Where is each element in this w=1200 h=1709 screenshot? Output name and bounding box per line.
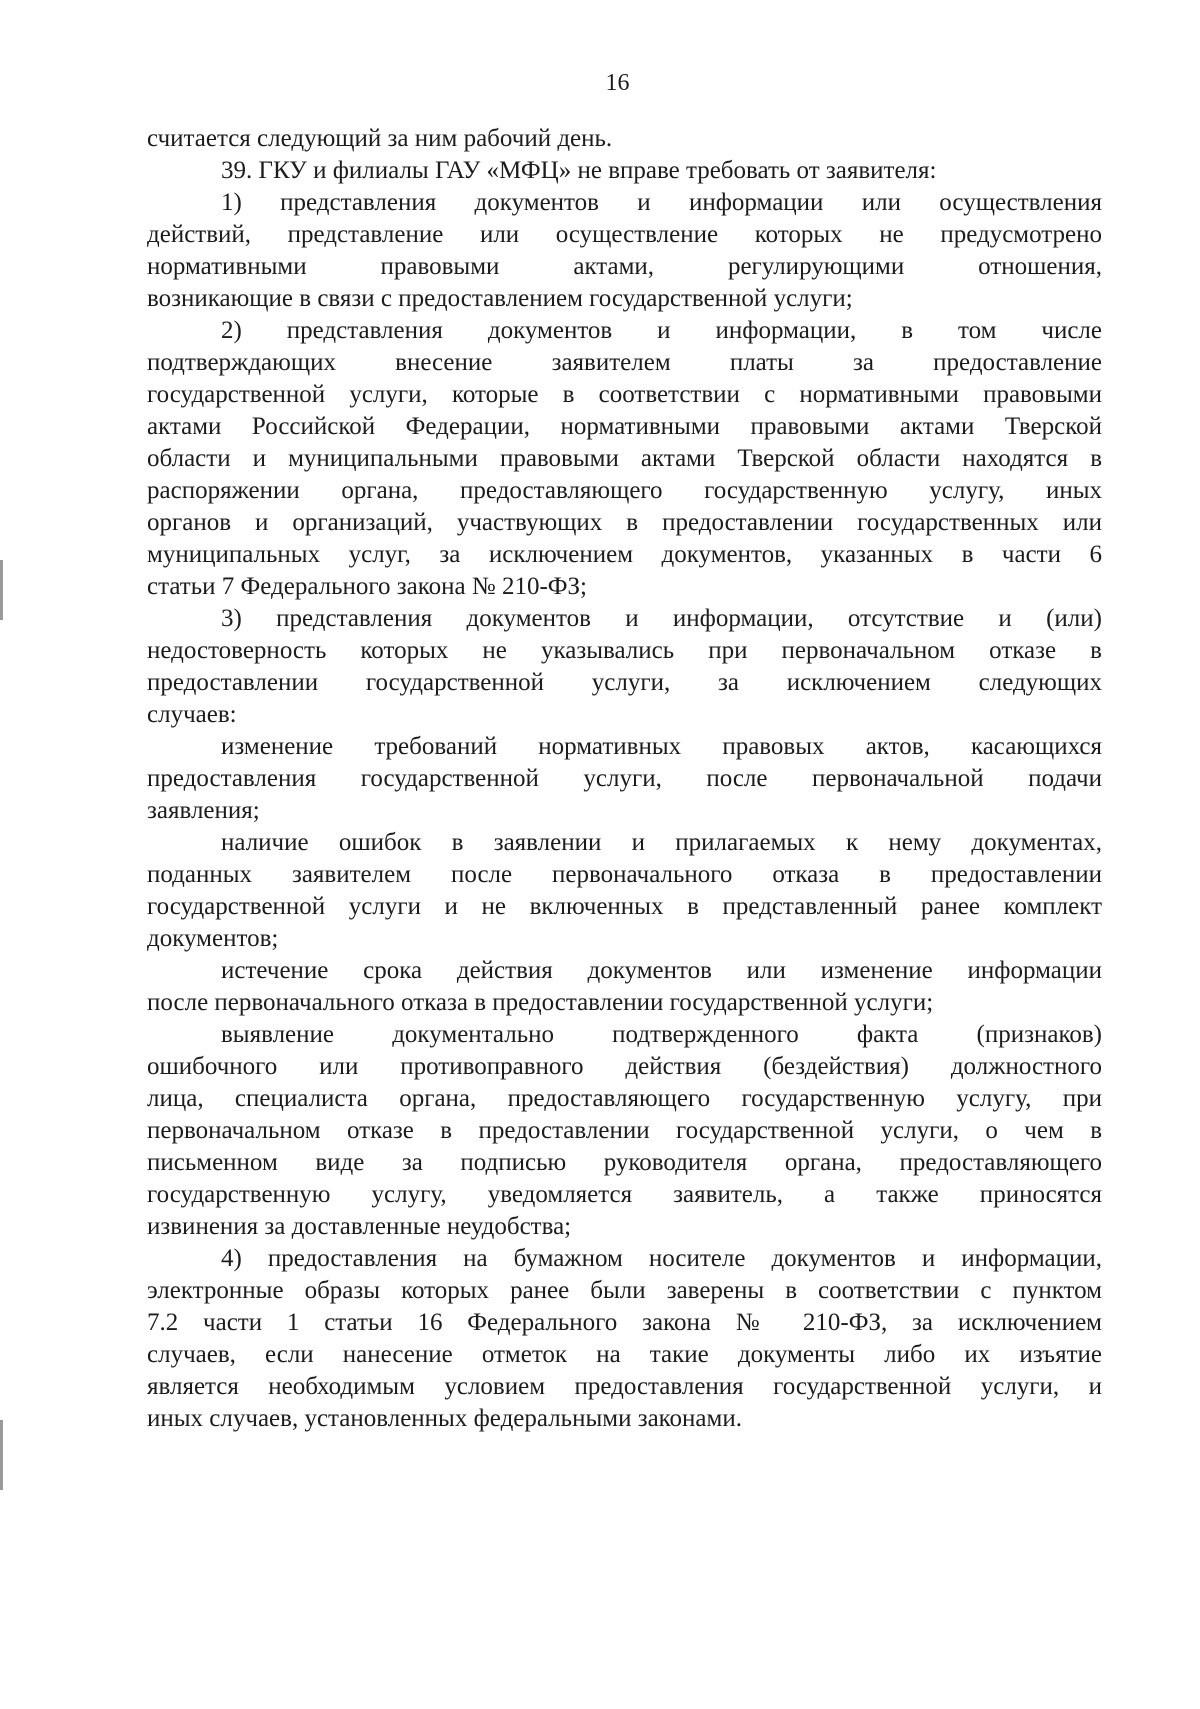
text-line: актами Российской Федерации, нормативными правовыми актами Тверской — [147, 413, 1102, 440]
text-line: после первоначального отказа в предоставлении государственной услуги; — [147, 989, 934, 1016]
text-line: первоначальном отказе в предоставлении государственной услуги, о чем в — [147, 1117, 1102, 1144]
text-line: выявление документально подтвержденного факта (признаков) — [221, 1021, 1102, 1048]
document-body — [147, 123, 1102, 1435]
text-line: является необходимым условием предоставления государственной услуги, и — [147, 1373, 1102, 1400]
text-line: истечение срока действия документов или изменение информации — [221, 957, 1102, 984]
text-line: нормативными правовыми актами, регулирующими отношения, — [147, 253, 1102, 280]
text-line: органов и организаций, участвующих в предоставлении государственных или — [147, 509, 1102, 536]
scan-edge-mark — [0, 560, 3, 620]
text-line: 1) представления документов и информации или осуществления — [221, 189, 1102, 216]
scan-edge-mark — [0, 1420, 3, 1490]
text-line: случаев, если нанесение отметок на такие документы либо их изъятие — [147, 1341, 1102, 1368]
text-line: лица, специалиста органа, предоставляющего государственную услугу, при — [147, 1085, 1102, 1112]
text-line: предоставлении государственной услуги, за исключением следующих — [147, 669, 1102, 696]
text-line: возникающие в связи с предоставлением государственной услуги; — [147, 285, 853, 312]
text-line: статьи 7 Федерального закона № 210-ФЗ; — [147, 573, 587, 600]
text-line: 39. ГКУ и филиалы ГАУ «МФЦ» не вправе требовать от заявителя: — [221, 157, 937, 184]
text-line: изменение требований нормативных правовых актов, касающихся — [221, 733, 1102, 760]
text-line: государственной услуги и не включенных в представленный ранее комплект — [147, 893, 1102, 920]
text-line: случаев: — [147, 701, 237, 728]
page-number: 16 — [605, 70, 630, 96]
text-line: распоряжении органа, предоставляющего государственную услугу, иных — [147, 477, 1102, 504]
text-line: считается следующий за ним рабочий день. — [147, 125, 613, 152]
text-line: недостоверность которых не указывались при первоначальном отказе в — [147, 637, 1102, 664]
text-line: электронные образы которых ранее были заверены в соответствии с пунктом — [147, 1277, 1102, 1304]
text-line: иных случаев, установленных федеральными законами. — [147, 1405, 742, 1432]
text-line: поданных заявителем после первоначального отказа в предоставлении — [147, 861, 1102, 888]
text-line: ошибочного или противоправного действия (бездействия) должностного — [147, 1053, 1102, 1080]
text-line: государственной услуги, которые в соответствии с нормативными правовыми — [147, 381, 1102, 408]
text-line: муниципальных услуг, за исключением документов, указанных в части 6 — [147, 541, 1102, 568]
text-line: извинения за доставленные неудобства; — [147, 1213, 572, 1240]
text-line: 4) предоставления на бумажном носителе документов и информации, — [221, 1245, 1102, 1272]
text-line: 3) представления документов и информации, отсутствие и (или) — [221, 605, 1102, 632]
text-line: предоставления государственной услуги, после первоначальной подачи — [147, 765, 1102, 792]
text-line: наличие ошибок в заявлении и прилагаемых к нему документах, — [221, 829, 1102, 856]
text-line: заявления; — [147, 797, 260, 824]
text-line: подтверждающих внесение заявителем платы за предоставление — [147, 349, 1102, 376]
text-line: области и муниципальными правовыми актами Тверской области находятся в — [147, 445, 1102, 472]
text-line: 7.2 части 1 статьи 16 Федерального закона № 210-ФЗ, за исключением — [147, 1309, 1102, 1336]
text-line: государственную услугу, уведомляется заявитель, а также приносятся — [147, 1181, 1102, 1208]
text-line: письменном виде за подписью руководителя органа, предоставляющего — [147, 1149, 1102, 1176]
text-line: документов; — [147, 925, 279, 952]
text-line: действий, представление или осуществление которых не предусмотрено — [147, 221, 1102, 248]
text-line: 2) представления документов и информации, в том числе — [221, 317, 1102, 344]
